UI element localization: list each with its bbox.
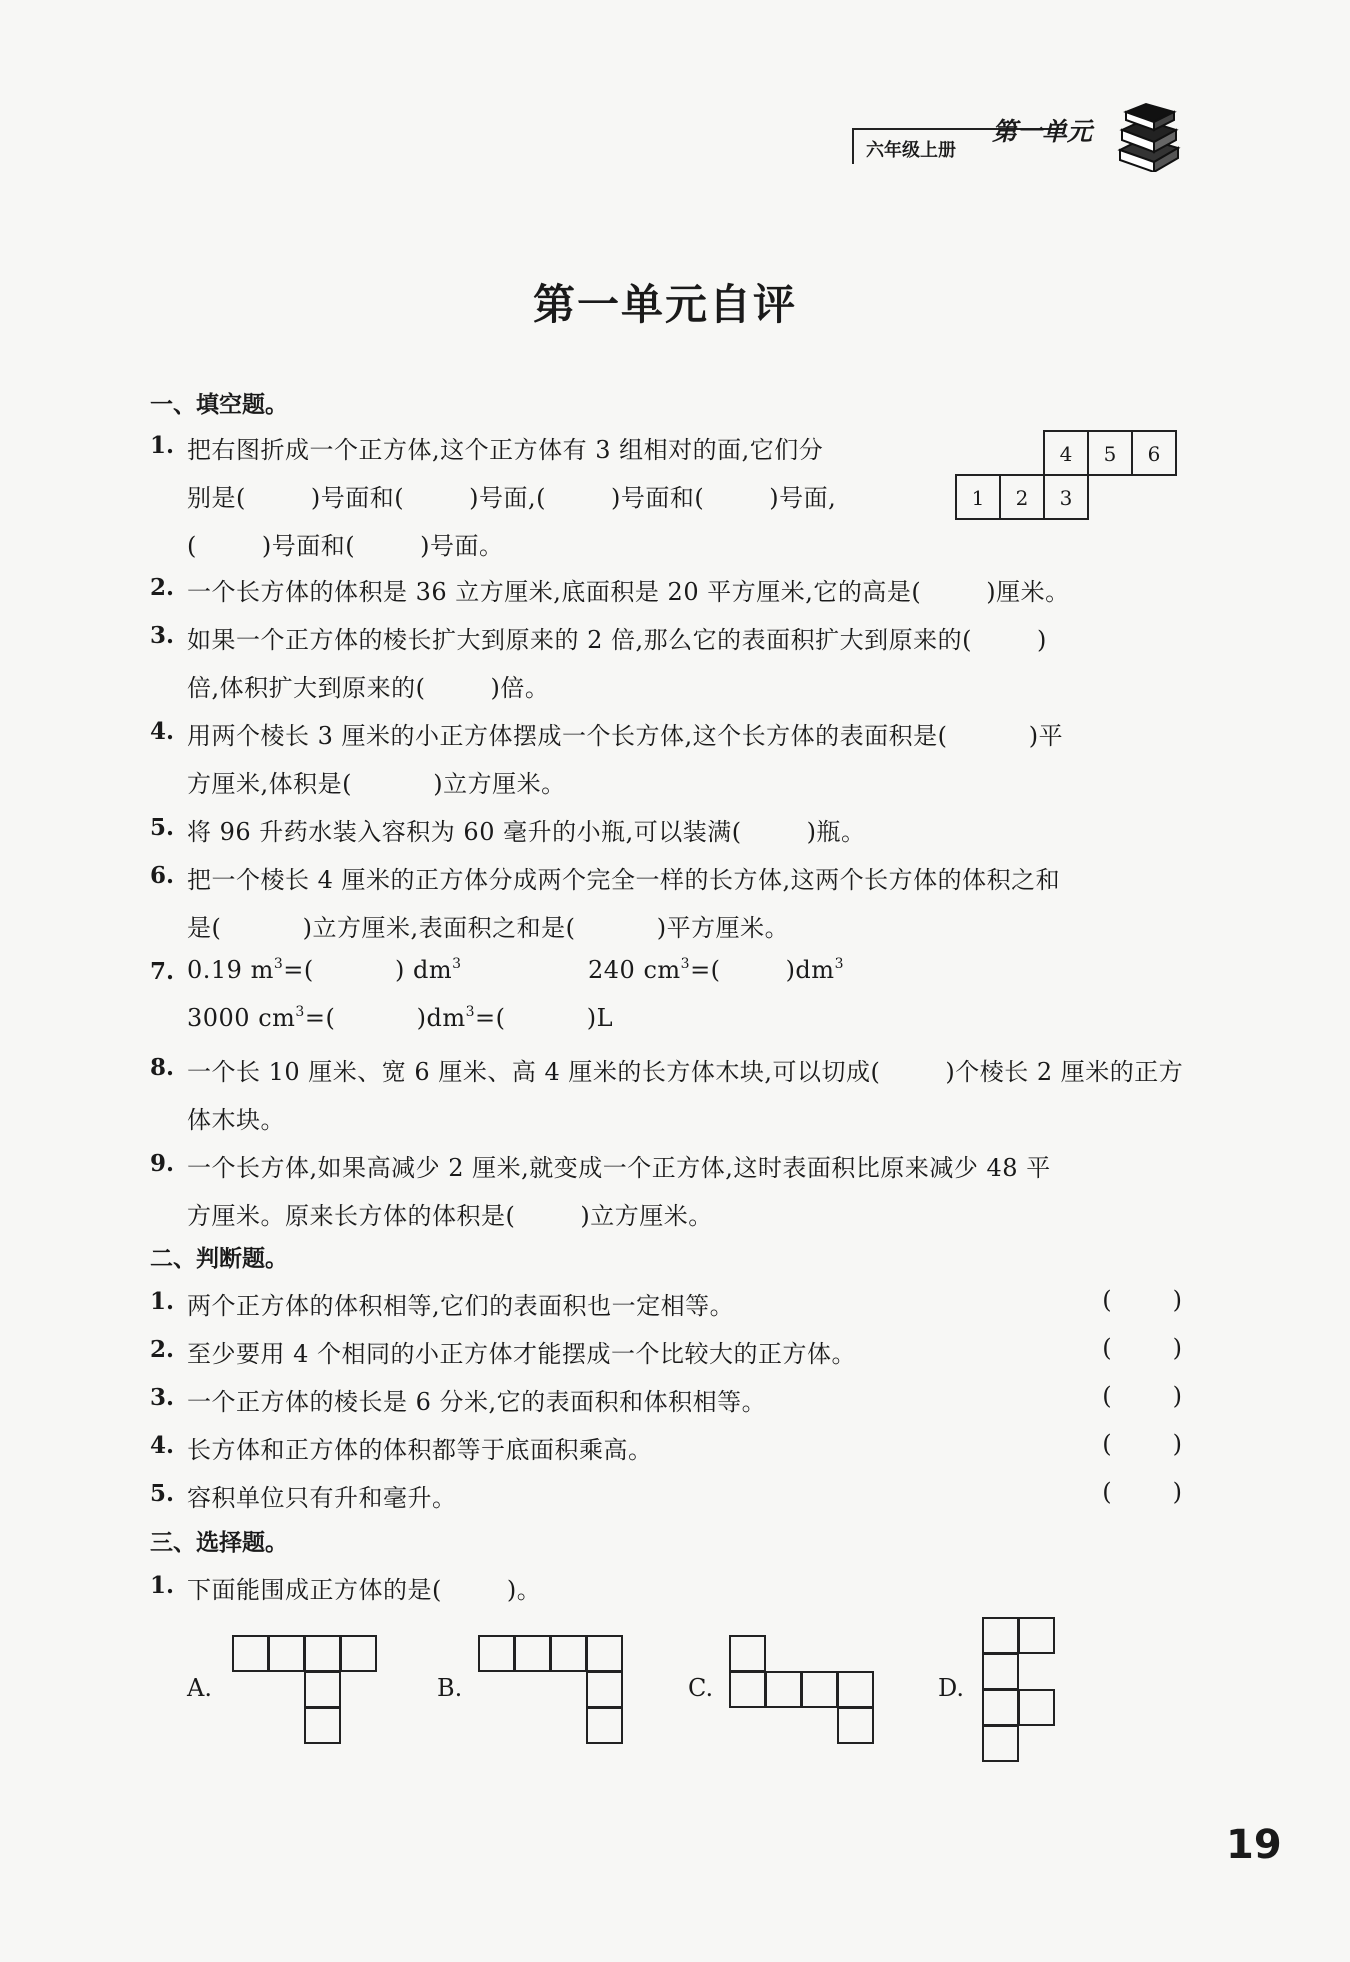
- q7-part-c: [187, 1004, 613, 1032]
- net-face: 1: [955, 474, 1001, 520]
- net-face: 6: [1131, 430, 1177, 476]
- header-grade: 六年级上册: [866, 140, 956, 161]
- net-face: 3: [1043, 474, 1089, 520]
- q7-part-a: [187, 956, 462, 984]
- exponent: 3: [834, 956, 844, 972]
- q1-line-1: 把右图折成一个正方体,这个正方体有 3 组相对的面,它们分: [187, 436, 824, 464]
- q4-number: 4.: [150, 718, 175, 745]
- tf3-number: 3.: [150, 1384, 175, 1411]
- q6-line-2: 是( )立方厘米,表面积之和是( )平方厘米。: [187, 914, 790, 942]
- tf3-answer-paren: ( ): [1102, 1382, 1182, 1410]
- q2-number: 2.: [150, 574, 175, 601]
- option-d-label: D.: [938, 1674, 965, 1702]
- q7-c-value: 3000 cm: [187, 1004, 296, 1032]
- q1-line-2: 别是( )号面和( )号面,( )号面和( )号面,: [187, 484, 837, 512]
- exponent: 3: [465, 1004, 475, 1020]
- q8-line-2: 体木块。: [187, 1106, 285, 1134]
- q7-b-value: 240 cm: [588, 956, 681, 984]
- net-face: 5: [1087, 430, 1133, 476]
- q1-line-3: ( )号面和( )号面。: [187, 532, 504, 560]
- q3-line-1: 如果一个正方体的棱长扩大到原来的 2 倍,那么它的表面积扩大到原来的( ): [187, 626, 1047, 654]
- q5-number: 5.: [150, 814, 175, 841]
- q9-line-1: 一个长方体,如果高减少 2 厘米,就变成一个正方体,这时表面积比原来减少 48 平: [187, 1154, 1051, 1182]
- choice1-text: 下面能围成正方体的是( )。: [187, 1576, 542, 1604]
- books-icon: [1114, 100, 1182, 172]
- tf5-text: 容积单位只有升和毫升。: [187, 1484, 457, 1512]
- section-true-false-title: 二、判断题。: [150, 1246, 288, 1272]
- tf1-answer-paren: ( ): [1102, 1286, 1182, 1314]
- tf1-number: 1.: [150, 1288, 175, 1315]
- q7-part-b: [588, 956, 844, 984]
- tf5-answer-paren: ( ): [1102, 1478, 1182, 1506]
- page-header: [852, 100, 1182, 180]
- option-b-label: B.: [437, 1674, 463, 1702]
- header-rule-vertical: [852, 128, 854, 164]
- q2-line-1: 一个长方体的体积是 36 立方厘米,底面积是 20 平方厘米,它的高是( )厘米。: [187, 578, 1070, 606]
- exponent: 3: [295, 1004, 305, 1020]
- tf1-text: 两个正方体的体积相等,它们的表面积也一定相等。: [187, 1292, 735, 1320]
- choice1-number: 1.: [150, 1572, 175, 1599]
- section-choice-title: 三、选择题。: [150, 1530, 288, 1556]
- section-fill-blank-title: 一、填空题。: [150, 392, 288, 418]
- net-face: 4: [1043, 430, 1089, 476]
- q9-line-2: 方厘米。原来长方体的体积是( )立方厘米。: [187, 1202, 713, 1230]
- q3-number: 3.: [150, 622, 175, 649]
- q7-b-blank: =( )dm: [690, 956, 835, 984]
- q6-number: 6.: [150, 862, 175, 889]
- q3-line-2: 倍,体积扩大到原来的( )倍。: [187, 674, 550, 702]
- exponent: 3: [680, 956, 691, 972]
- tf4-number: 4.: [150, 1432, 175, 1459]
- page-title: 第一单元自评: [532, 280, 797, 329]
- q7-c-blank-l: =( )L: [475, 1004, 614, 1032]
- q8-line-1: 一个长 10 厘米、宽 6 厘米、高 4 厘米的长方体木块,可以切成( )个棱长 2 厘米的正方: [187, 1058, 1184, 1086]
- q7-a-blank: =( ) dm: [283, 956, 453, 984]
- header-unit: 第一单元: [992, 117, 1093, 146]
- q1-number: 1.: [150, 432, 175, 459]
- option-a-label: A.: [187, 1674, 212, 1702]
- tf2-text: 至少要用 4 个相同的小正方体才能摆成一个比较大的正方体。: [187, 1340, 857, 1368]
- exponent: 3: [452, 956, 462, 972]
- exponent: 3: [273, 956, 284, 972]
- q4-line-1: 用两个棱长 3 厘米的小正方体摆成一个长方体,这个长方体的表面积是( )平: [187, 722, 1064, 750]
- q5-line-1: 将 96 升药水装入容积为 60 毫升的小瓶,可以装满( )瓶。: [187, 818, 866, 846]
- q4-line-2: 方厘米,体积是( )立方厘米。: [187, 770, 566, 798]
- q8-number: 8.: [150, 1054, 175, 1081]
- q7-c-blank-dm: =( )dm: [304, 1004, 466, 1032]
- tf4-answer-paren: ( ): [1102, 1430, 1182, 1458]
- tf3-text: 一个正方体的棱长是 6 分米,它的表面积和体积相等。: [187, 1388, 767, 1416]
- tf2-answer-paren: ( ): [1102, 1334, 1182, 1362]
- net-face: 2: [999, 474, 1045, 520]
- tf2-number: 2.: [150, 1336, 175, 1363]
- page-number: 19: [1226, 1822, 1282, 1868]
- q7-a-value: 0.19 m: [187, 956, 274, 984]
- q6-line-1: 把一个棱长 4 厘米的正方体分成两个完全一样的长方体,这两个长方体的体积之和: [187, 866, 1061, 894]
- option-c-label: C.: [688, 1674, 714, 1702]
- q7-number: 7.: [150, 958, 175, 985]
- q9-number: 9.: [150, 1150, 175, 1177]
- tf4-text: 长方体和正方体的体积都等于底面积乘高。: [187, 1436, 653, 1464]
- tf5-number: 5.: [150, 1480, 175, 1507]
